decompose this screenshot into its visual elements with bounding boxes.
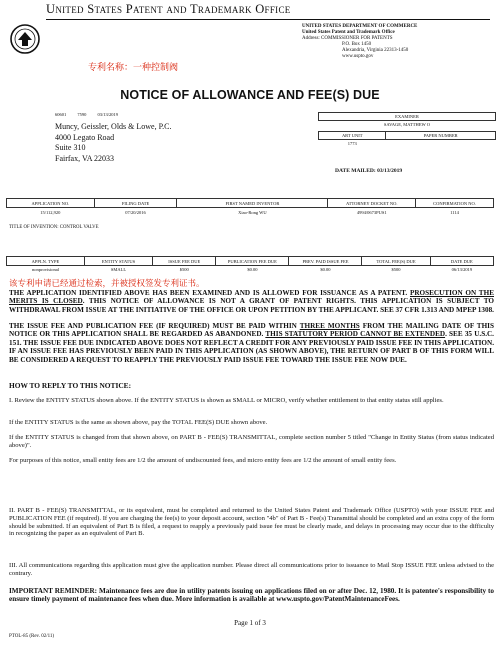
form-id: PTOL-85 (Rev. 02/11) — [9, 634, 55, 639]
office-title: United States Patent and Trademark Office — [46, 2, 291, 16]
application-number: 15/112,920 — [40, 210, 61, 215]
art-unit-label: ART UNIT — [319, 132, 386, 140]
page-number: Page 1 of 3 — [234, 619, 266, 627]
table-row — [7, 266, 494, 274]
header-rule — [46, 19, 490, 20]
step-1: I. Review the ENTITY STATUS shown above. If the ENTITY STATUS is shown as SMALL or MICRO, verify whether entitlement to that entity status still applies. — [9, 397, 444, 404]
issue-fee-due: $500 — [179, 267, 189, 272]
allowance-paragraph: THE APPLICATION IDENTIFIED ABOVE HAS BEEN EXAMINED AND IS ALLOWED FOR ISSUANCE AS A PATENT. PROSECUTION ON THE MERITS IS CLOSED. THIS NOTICE OF ALLOWANCE IS NOT A GRANT OF PATENT RIGHTS. THIS APPLICATION IS SUBJECT TO WITHDRAWAL FROM ISSUE AT THE INITIATIVE OF THE OFFICE OR UPON PETITION BY THE APPLICANT. SEE 37 CFR 1.313 AND MPEP 1308. — [9, 289, 494, 314]
fee-deadline-paragraph: THE ISSUE FEE AND PUBLICATION FEE (IF REQUIRED) MUST BE PAID WITHIN THREE MONTHS FROM THE MAILING DATE OF THIS NOTICE OR THIS APPLICATION SHALL BE REGARDED AS ABANDONED. THIS STATUTORY PERIOD CANNOT BE EXTENDED. SEE 35 U.S.C. 151. THE ISSUE FEE DUE INDICATED ABOVE DOES NOT REFLECT A CREDIT FOR ANY PREVIOUSLY PAID ISSUE FEE IN THIS APPLICATION. IF AN ISSUE FEE HAS PREVIOUSLY BEEN PAID IN THIS APPLICATION (AS SHOWN ABOVE), THE RETURN OF PART B OF THIS FORM WILL BE CONSIDERED A REQUEST TO REAPPLY THE PREVIOUSLY PAID ISSUE FEE TOWARD THE ISSUE FEE NOW DUE. — [9, 322, 494, 364]
examiner-box — [318, 112, 496, 147]
correspondence-address: Muncy, Geissler, Olds & Lowe, P.C. 4000 Legato Road Suite 310 Fairfax, VA 22033 — [55, 122, 172, 163]
attorney-docket: 4994/0673PUS1 — [356, 210, 387, 215]
application-table: APPLICATION NO. FILING DATE FIRST NAMED INVENTOR ATTORNEY DOCKET NO. CONFIRMATION NO. 15/112,920 07/20/2016 Xiao-Rong WU 4994/0673PUS1 1114 — [6, 198, 494, 217]
confirmation-number: 1114 — [450, 210, 459, 215]
allowance-annotation: 该专利申请已经通过检索，并被授权签发专利证书。 — [9, 279, 205, 289]
date-mailed: DATE MAILED: 03/13/2019 — [335, 168, 403, 174]
step-1b: If the ENTITY STATUS is changed from that shown above, on PART B - FEE(S) TRANSMITTAL, complete section number 5 titled "Change in Entity Status (from status indicated above)". — [9, 434, 494, 449]
date-due: 06/13/2019 — [451, 267, 473, 272]
step-3: III. All communications regarding this application must give the application number. Please direct all communications prior to issuance to Mail Stop ISSUE FEE unless advised to the contrary. — [9, 562, 494, 577]
entity-status: SMALL — [110, 267, 127, 272]
examiner-name: SAVAGE, MATTHEW O — [383, 122, 431, 127]
fee-table: APPLN. TYPE ENTITY STATUS ISSUE FEE DUE PUBLICATION FEE DUE PREV. PAID ISSUE FEE TOTAL FEE(S) DUE DATE DUE nonprovisional SMALL $500 $0.00 $0.00 $500 06/13/2019 — [6, 256, 494, 273]
document-title: NOTICE OF ALLOWANCE AND FEE(S) DUE — [120, 88, 380, 102]
filing-date: 07/20/2016 — [125, 210, 146, 215]
important-reminder: IMPORTANT REMINDER: Maintenance fees are due in utility patents issuing on applications filed on or after Dec. 12, 1980. It is patentee's responsibility to ensure timely payment of maintenance fees when due. More information is available at www.uspto.gov/PatentMaintenanceFees. — [9, 587, 494, 604]
title-of-invention: TITLE OF INVENTION: CONTROL VALVE — [9, 225, 99, 230]
paper-number-label: PAPER NUMBER — [386, 132, 496, 140]
publication-fee-due: $0.00 — [247, 267, 258, 272]
uspto-seal-icon — [10, 24, 40, 54]
first-inventor: Xiao-Rong WU — [238, 210, 267, 215]
appln-type: nonprovisional — [31, 267, 59, 272]
reference-line: 60601 7590 03/13/2019 — [55, 112, 119, 117]
step-1c: For purposes of this notice, small entity fees are 1/2 the amount of undiscounted fees, and micro entity fees are 1/2 the amount of small entity fees. — [9, 457, 397, 464]
department-address: UNITED STATES DEPARTMENT OF COMMERCE United States Patent and Trademark Office Address: COMMISSIONER FOR PATENTS P.O. Box 1450 Alexandria, Virginia 22313-1450 www.uspto.gov — [302, 24, 418, 59]
examiner-label: EXAMINER — [319, 113, 496, 121]
prev-paid-issue-fee: $0.00 — [320, 267, 331, 272]
patent-name-annotation: 专利名称：一种控制阀 — [88, 63, 179, 73]
art-unit-value: 1773 — [347, 141, 357, 146]
total-fees-due: $500 — [391, 267, 401, 272]
step-2: II. PART B - FEE(S) TRANSMITTAL, or its equivalent, must be completed and returned to the United States Patent and Trademark Office (USPTO) with your ISSUE FEE and PUBLICATION FEE (if required). If you are charging the fee(s) to your deposit account, section "4b" of Part B - Fee(s) Transmittal should be completed and an extra copy of the form should be submitted. If an equivalent of Part B is filed, a request to reapply a previously paid issue fee must be clearly made, and delays in processing may occur due to the difficulty in recognizing the paper as an equivalent of Part B. — [9, 507, 494, 538]
how-to-reply-heading: HOW TO REPLY TO THIS NOTICE: — [9, 381, 132, 390]
step-1a: If the ENTITY STATUS is the same as shown above, pay the TOTAL FEE(S) DUE shown above. — [9, 419, 268, 426]
table-row — [7, 208, 494, 218]
